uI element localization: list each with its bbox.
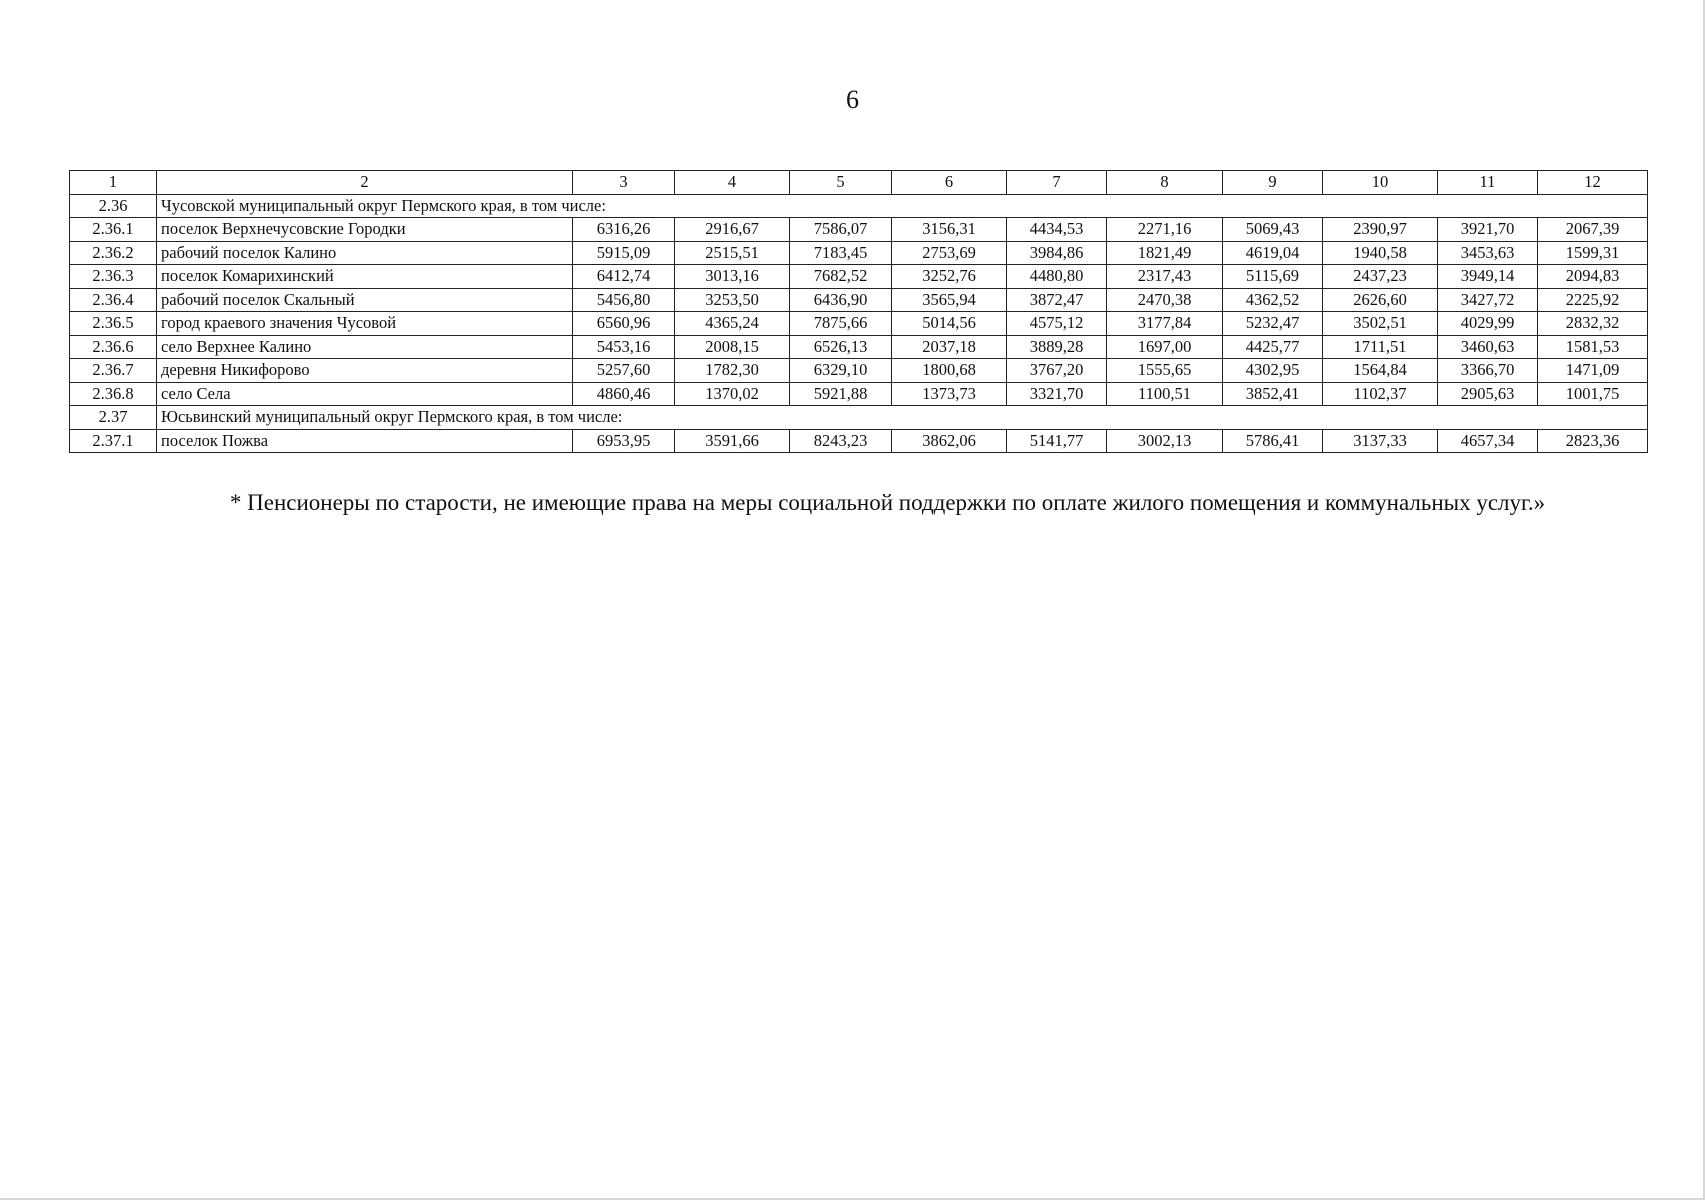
value-cell: 1821,49 <box>1107 241 1223 265</box>
value-cell: 3852,41 <box>1223 382 1323 406</box>
value-cell: 3949,14 <box>1438 265 1538 289</box>
table-row <box>70 382 1648 406</box>
header-cell: 3 <box>573 171 675 195</box>
value-cell: 2094,83 <box>1538 265 1648 289</box>
table-row <box>70 429 1648 453</box>
value-cell: 3156,31 <box>892 218 1007 242</box>
value-cell: 2626,60 <box>1323 288 1438 312</box>
value-cell: 4860,46 <box>573 382 675 406</box>
header-cell: 7 <box>1007 171 1107 195</box>
value-cell: 2067,39 <box>1538 218 1648 242</box>
table-body <box>70 194 1648 453</box>
table-row <box>70 218 1648 242</box>
value-cell: 2008,15 <box>675 335 790 359</box>
value-cell: 3137,33 <box>1323 429 1438 453</box>
value-cell: 4619,04 <box>1223 241 1323 265</box>
header-cell: 10 <box>1323 171 1438 195</box>
value-cell: 3565,94 <box>892 288 1007 312</box>
row-number-cell: 2.37.1 <box>70 429 157 453</box>
settlement-name-cell: село Верхнее Калино <box>157 335 573 359</box>
settlement-name-cell: поселок Пожва <box>157 429 573 453</box>
value-cell: 4029,99 <box>1438 312 1538 336</box>
value-cell: 2515,51 <box>675 241 790 265</box>
value-cell: 1001,75 <box>1538 382 1648 406</box>
value-cell: 2037,18 <box>892 335 1007 359</box>
value-cell: 5456,80 <box>573 288 675 312</box>
table-row <box>70 241 1648 265</box>
value-cell: 3460,63 <box>1438 335 1538 359</box>
value-cell: 4434,53 <box>1007 218 1107 242</box>
row-number-cell: 2.36.2 <box>70 241 157 265</box>
value-cell: 1599,31 <box>1538 241 1648 265</box>
table-row <box>70 288 1648 312</box>
value-cell: 3366,70 <box>1438 359 1538 383</box>
value-cell: 7183,45 <box>790 241 892 265</box>
value-cell: 4480,80 <box>1007 265 1107 289</box>
value-cell: 5915,09 <box>573 241 675 265</box>
settlement-name-cell: рабочий поселок Скальный <box>157 288 573 312</box>
header-cell: 2 <box>157 171 573 195</box>
value-cell: 2271,16 <box>1107 218 1223 242</box>
settlement-name-cell: поселок Комарихинский <box>157 265 573 289</box>
row-number-cell: 2.36.3 <box>70 265 157 289</box>
header-cell: 12 <box>1538 171 1648 195</box>
value-cell: 4575,12 <box>1007 312 1107 336</box>
value-cell: 6329,10 <box>790 359 892 383</box>
value-cell: 7586,07 <box>790 218 892 242</box>
value-cell: 1800,68 <box>892 359 1007 383</box>
value-cell: 2470,38 <box>1107 288 1223 312</box>
value-cell: 2437,23 <box>1323 265 1438 289</box>
value-cell: 6953,95 <box>573 429 675 453</box>
header-cell: 6 <box>892 171 1007 195</box>
value-cell: 3177,84 <box>1107 312 1223 336</box>
row-number-cell: 2.36.8 <box>70 382 157 406</box>
value-cell: 6436,90 <box>790 288 892 312</box>
value-cell: 1711,51 <box>1323 335 1438 359</box>
value-cell: 3502,51 <box>1323 312 1438 336</box>
value-cell: 3921,70 <box>1438 218 1538 242</box>
value-cell: 5069,43 <box>1223 218 1323 242</box>
value-cell: 2832,32 <box>1538 312 1648 336</box>
value-cell: 1555,65 <box>1107 359 1223 383</box>
header-cell: 9 <box>1223 171 1323 195</box>
header-cell: 4 <box>675 171 790 195</box>
row-number-cell: 2.36.5 <box>70 312 157 336</box>
section-row <box>70 194 1648 218</box>
settlement-name-cell: деревня Никифорово <box>157 359 573 383</box>
value-cell: 1100,51 <box>1107 382 1223 406</box>
value-cell: 1940,58 <box>1323 241 1438 265</box>
section-title-cell: Юсьвинский муниципальный округ Пермского края, в том числе: <box>157 406 1648 430</box>
row-number-cell: 2.37 <box>70 406 157 430</box>
value-cell: 5232,47 <box>1223 312 1323 336</box>
row-number-cell: 2.36.4 <box>70 288 157 312</box>
row-number-cell: 2.36.6 <box>70 335 157 359</box>
value-cell: 5453,16 <box>573 335 675 359</box>
value-cell: 1370,02 <box>675 382 790 406</box>
settlement-name-cell: город краевого значения Чусовой <box>157 312 573 336</box>
value-cell: 3321,70 <box>1007 382 1107 406</box>
value-cell: 3427,72 <box>1438 288 1538 312</box>
value-cell: 7682,52 <box>790 265 892 289</box>
value-cell: 6316,26 <box>573 218 675 242</box>
value-cell: 8243,23 <box>790 429 892 453</box>
settlement-name-cell: рабочий поселок Калино <box>157 241 573 265</box>
value-cell: 3013,16 <box>675 265 790 289</box>
value-cell: 2390,97 <box>1323 218 1438 242</box>
value-cell: 1471,09 <box>1538 359 1648 383</box>
row-number-cell: 2.36.1 <box>70 218 157 242</box>
value-cell: 1782,30 <box>675 359 790 383</box>
value-cell: 6412,74 <box>573 265 675 289</box>
section-title-cell: Чусовской муниципальный округ Пермского края, в том числе: <box>157 194 1648 218</box>
table-row <box>70 335 1648 359</box>
value-cell: 5115,69 <box>1223 265 1323 289</box>
settlement-name-cell: поселок Верхнечусовские Городки <box>157 218 573 242</box>
page-number: 6 <box>846 85 859 114</box>
value-cell: 1373,73 <box>892 382 1007 406</box>
value-cell: 3984,86 <box>1007 241 1107 265</box>
table-row <box>70 359 1648 383</box>
header-cell: 5 <box>790 171 892 195</box>
value-cell: 6560,96 <box>573 312 675 336</box>
header-cell: 8 <box>1107 171 1223 195</box>
value-cell: 2823,36 <box>1538 429 1648 453</box>
value-cell: 3889,28 <box>1007 335 1107 359</box>
value-cell: 1102,37 <box>1323 382 1438 406</box>
value-cell: 4365,24 <box>675 312 790 336</box>
table-row <box>70 312 1648 336</box>
value-cell: 2905,63 <box>1438 382 1538 406</box>
value-cell: 3872,47 <box>1007 288 1107 312</box>
value-cell: 4302,95 <box>1223 359 1323 383</box>
value-cell: 3002,13 <box>1107 429 1223 453</box>
footnote: * Пенсионеры по старости, не имеющие права на меры социальной поддержки по оплате жилого помещения и коммунальных услуг.» <box>229 490 1546 515</box>
value-cell: 1581,53 <box>1538 335 1648 359</box>
tariff-table <box>69 170 1648 453</box>
value-cell: 2753,69 <box>892 241 1007 265</box>
value-cell: 2317,43 <box>1107 265 1223 289</box>
value-cell: 3591,66 <box>675 429 790 453</box>
table-header-row <box>70 171 1648 195</box>
value-cell: 5921,88 <box>790 382 892 406</box>
value-cell: 5257,60 <box>573 359 675 383</box>
value-cell: 3453,63 <box>1438 241 1538 265</box>
value-cell: 7875,66 <box>790 312 892 336</box>
value-cell: 3767,20 <box>1007 359 1107 383</box>
value-cell: 4362,52 <box>1223 288 1323 312</box>
row-number-cell: 2.36.7 <box>70 359 157 383</box>
row-number-cell: 2.36 <box>70 194 157 218</box>
value-cell: 6526,13 <box>790 335 892 359</box>
value-cell: 3862,06 <box>892 429 1007 453</box>
value-cell: 2916,67 <box>675 218 790 242</box>
value-cell: 4425,77 <box>1223 335 1323 359</box>
header-cell: 1 <box>70 171 157 195</box>
value-cell: 3252,76 <box>892 265 1007 289</box>
value-cell: 5786,41 <box>1223 429 1323 453</box>
value-cell: 1697,00 <box>1107 335 1223 359</box>
value-cell: 4657,34 <box>1438 429 1538 453</box>
settlement-name-cell: село Села <box>157 382 573 406</box>
section-row <box>70 406 1648 430</box>
value-cell: 2225,92 <box>1538 288 1648 312</box>
value-cell: 1564,84 <box>1323 359 1438 383</box>
table-row <box>70 265 1648 289</box>
value-cell: 5014,56 <box>892 312 1007 336</box>
value-cell: 3253,50 <box>675 288 790 312</box>
value-cell: 5141,77 <box>1007 429 1107 453</box>
header-cell: 11 <box>1438 171 1538 195</box>
